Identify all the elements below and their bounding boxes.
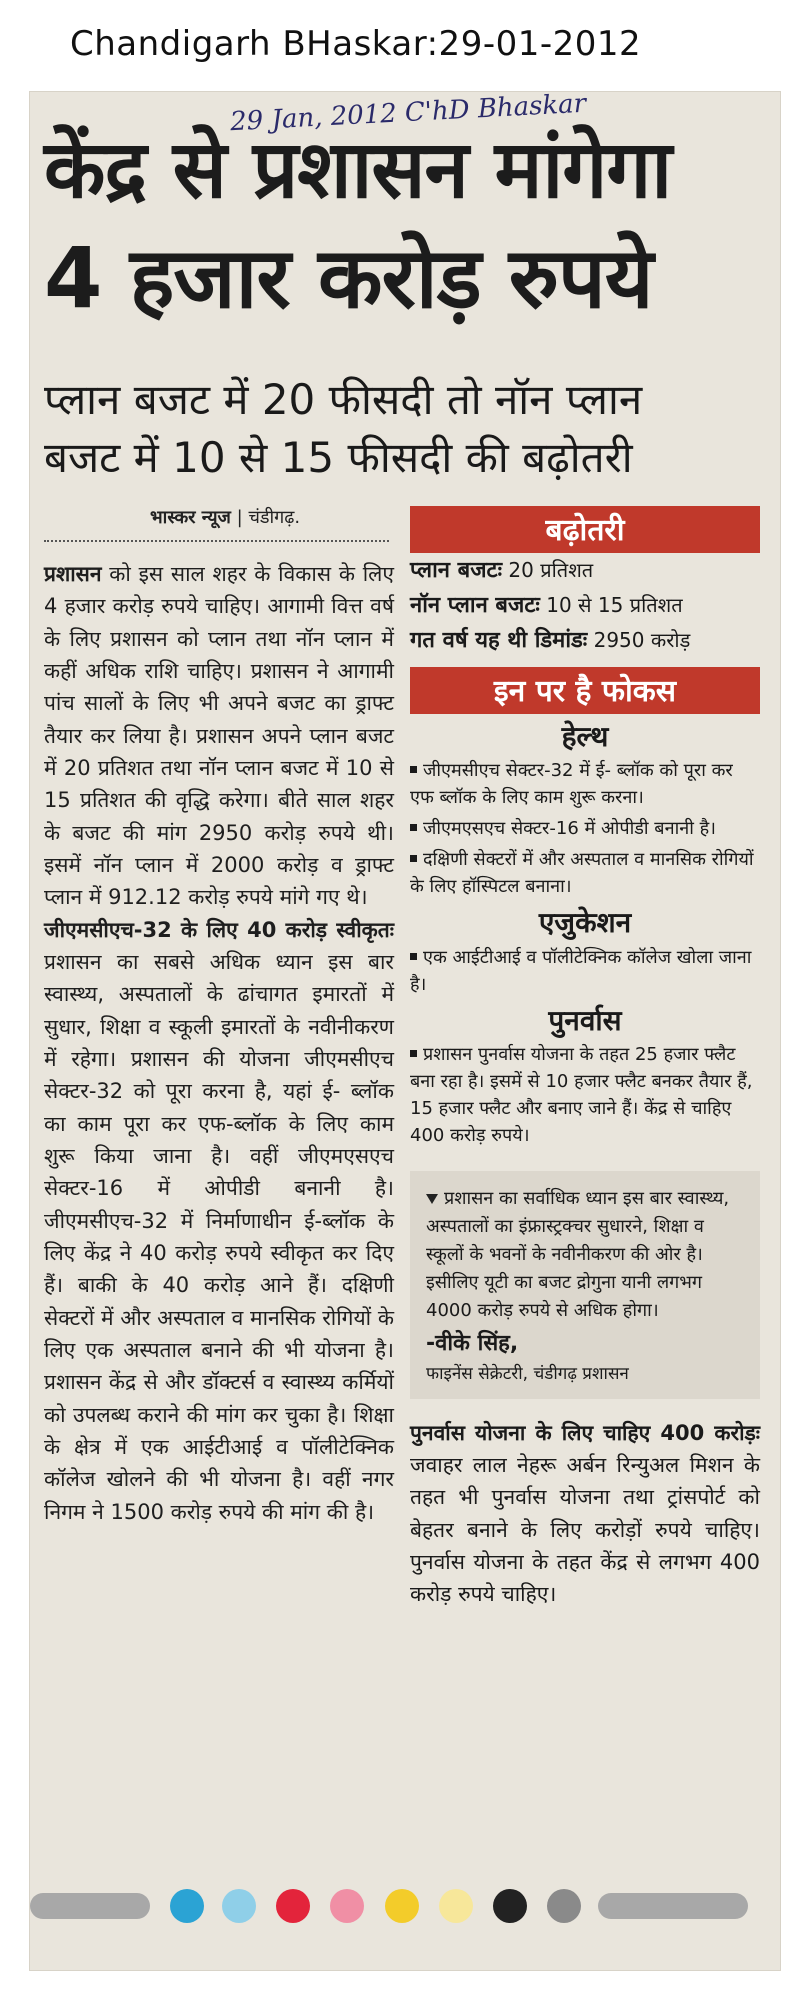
quote-role: फाइनेंस सेक्रेटरी, चंडीगढ़ प्रशासन: [426, 1363, 629, 1384]
health-title: हेल्थ: [561, 719, 609, 753]
health-item: [410, 846, 760, 900]
health-item: [410, 757, 760, 811]
stat-plan: [410, 553, 760, 588]
stat-value: 10 से 15 प्रतिशत: [539, 593, 683, 618]
bullet-text: जीएमएसएच सेक्टर-16 में ओपीडी बनानी है।: [423, 818, 716, 840]
bullet-icon: [410, 1050, 417, 1057]
rehab-item: [410, 1041, 760, 1149]
subsection-bold: जीएमसीएच-32 के लिए 40 करोड़ स्वीकृतः: [44, 917, 394, 942]
subsection-paragraph: [44, 914, 394, 1528]
yellow-dot: [385, 1889, 419, 1923]
headline-line-1: केंद्र से प्रशासन मांगेगा: [44, 123, 672, 216]
bullet-icon: [410, 824, 417, 831]
rehab-title: पुनर्वास: [548, 1003, 622, 1037]
light-yellow-dot: [439, 1889, 473, 1923]
byline: [150, 505, 300, 529]
quote-text: [426, 1185, 744, 1324]
pink-dot: [330, 1889, 364, 1923]
grey-bar-left: [30, 1893, 150, 1919]
stat-label: प्लान बजटः: [410, 558, 503, 583]
left-article-column: [44, 558, 394, 1528]
lead-text: को इस साल शहर के विकास के लिए 4 हजार करोड़ रुपये चाहिए। आगामी वित्त वर्ष के लिए प्रशासन को प्लान तथा नॉन प्लान में कहीं अधिक राशि चाहिए। प्रशासन ने आगामी पांच सालों के लिए भी अपने बजट का ड्राफ्ट तैयार कर लिया है। प्रशासन अपने प्लान बजट में 20 प्रतिशत तथा नॉन प्लान बजट में 10 से 15 प्रतिशत की वृद्धि करेगा। बीते साल शहर के बजट की मांग 2950 करोड़ रुपये थी। इसमें नॉन प्लान में 2000 करोड़ व ड्राफ्ट प्लान में 912.12 करोड़ रुपये मांगे गए थे।: [44, 562, 394, 910]
education-item: [410, 944, 760, 998]
bullet-icon: [410, 855, 417, 862]
stat-last-year: [410, 623, 760, 658]
stat-label: गत वर्ष यह थी डिमांडः: [410, 628, 588, 654]
blue-dot: [170, 1889, 204, 1923]
health-item: [410, 815, 760, 842]
focus-banner: इन पर है फोकस: [410, 667, 760, 714]
bullet-text: जीएमसीएच सेक्टर-32 में ई- ब्लॉक को पूरा कर एफ ब्लॉक के लिए काम शुरू करना।: [410, 760, 733, 809]
right-body-bold: पुनर्वास योजना के लिए चाहिए 400 करोड़ः: [410, 1421, 760, 1446]
byline-separator: |: [236, 507, 243, 528]
red-dot: [276, 1889, 310, 1923]
bullet-text: दक्षिणी सेक्टरों में और अस्पताल व मानसिक रोगियों के लिए हॉस्पिटल बनाना।: [410, 849, 754, 898]
lead-bold: प्रशासन: [44, 562, 102, 586]
subsection-text: प्रशासन का सबसे अधिक ध्यान इस बार स्वास्थ्य, अस्पतालों के ढांचागत इमारतों में सुधार, शिक्षा व स्कूली इमारतों के नवीनीकरण में रहेगा। प्रशासन की योजना जीएमसीएच सेक्टर-32 को पूरा करना है, यहां ई- ब्लॉक का काम पूरा कर एफ-ब्लॉक के लिए काम शुरू किया जाना है। वहीं जीएमएसएच सेक्टर-16 में ओपीडी बनानी है। जीएमसीएच-32 में निर्माणाधीन ई-ब्लॉक के लिए केंद्र ने 40 करोड़ रुपये स्वीकृत कर दिए हैं। बाकी के 40 करोड़ आने हैं। दक्षिणी सेक्टरों में और अस्पताल व मानसिक रोगियों के लिए एक अस्पताल बनाने की भी योजना है। प्रशासन केंद्र से और डॉक्टर्स व स्वास्थ्य कर्मियों को उपलब्ध कराने की मांग कर चुका है। शिक्षा के क्षेत्र में एक आईटीआई व पॉलीटेक्निक कॉलेज खोलने की भी योजना है। वहीं नगर निगम ने 1500 करोड़ रुपये की मांग की है।: [44, 949, 394, 1524]
stat-nonplan: [410, 588, 760, 623]
quote-box: [410, 1171, 760, 1399]
stats-block: [410, 553, 760, 659]
black-dot: [493, 1889, 527, 1923]
grey-dot: [547, 1889, 581, 1923]
increase-banner: बढ़ोतरी: [410, 506, 760, 553]
subheadline-line-2: बजट में 10 से 15 फीसदी की बढ़ोतरी: [44, 433, 633, 482]
byline-place: चंडीगढ़.: [248, 507, 301, 528]
light-blue-dot: [222, 1889, 256, 1923]
bullet-text: एक आईटीआई व पॉलीटेक्निक कॉलेज खोला जाना है।: [410, 946, 752, 995]
stat-label: नॉन प्लान बजटः: [410, 593, 540, 619]
quote-marker-icon: [426, 1194, 438, 1204]
bullet-icon: [410, 766, 417, 773]
grey-bar-right: [598, 1893, 748, 1919]
byline-agency: भास्कर न्यूज: [150, 507, 231, 528]
byline-rule: [44, 540, 389, 542]
handwritten-note: 29 Jan, 2012 C'hD Bhaskar: [229, 88, 587, 138]
quote-author: -वीके सिंह,: [426, 1330, 519, 1356]
education-title: एजुकेशन: [538, 906, 632, 940]
right-sidebar-column: [410, 506, 760, 1610]
page-caption: Chandigarh BHaskar:29-01-2012: [70, 24, 642, 64]
stat-value: 2950 करोड़: [587, 628, 691, 653]
stat-value: 20 प्रतिशत: [502, 558, 594, 582]
bullet-text: प्रशासन पुनर्वास योजना के तहत 25 हजार फ्लैट बना रहा है। इसमें से 10 हजार फ्लैट बनकर तैयार हैं, 15 हजार फ्लैट और बनाए जाने हैं। केंद्र से चाहिए 400 करोड़ रुपये।: [410, 1044, 753, 1147]
lead-paragraph: [44, 558, 394, 914]
subheadline-line-1: प्लान बजट में 20 फीसदी तो नॉन प्लान: [44, 375, 643, 424]
right-body-text: जवाहर लाल नेहरू अर्बन रिन्युअल मिशन के तहत भी पुनर्वास योजना तथा ट्रांसपोर्ट को बेहतर बनाने के लिए करोड़ों रुपये चाहिए। पुनर्वास योजना के तहत केंद्र से लगभग 400 करोड़ रुपये चाहिए।: [410, 1453, 760, 1606]
bullet-icon: [410, 953, 417, 960]
headline-line-2: 4 हजार करोड़ रुपये: [44, 229, 653, 327]
quote-body: प्रशासन का सर्वाधिक ध्यान इस बार स्वास्थ्य, अस्पतालों का इंफ्रास्ट्रक्चर सुधारने, शिक्षा व स्कूलों के भवनों के नवीनीकरण की ओर है। इसीलिए यूटी का बजट द्रोगुना यानी लगभग 4000 करोड़ रुपये से अधिक होगा।: [426, 1188, 730, 1321]
decorative-dot-strip: [30, 1858, 780, 1958]
right-body-paragraph: [410, 1417, 760, 1610]
